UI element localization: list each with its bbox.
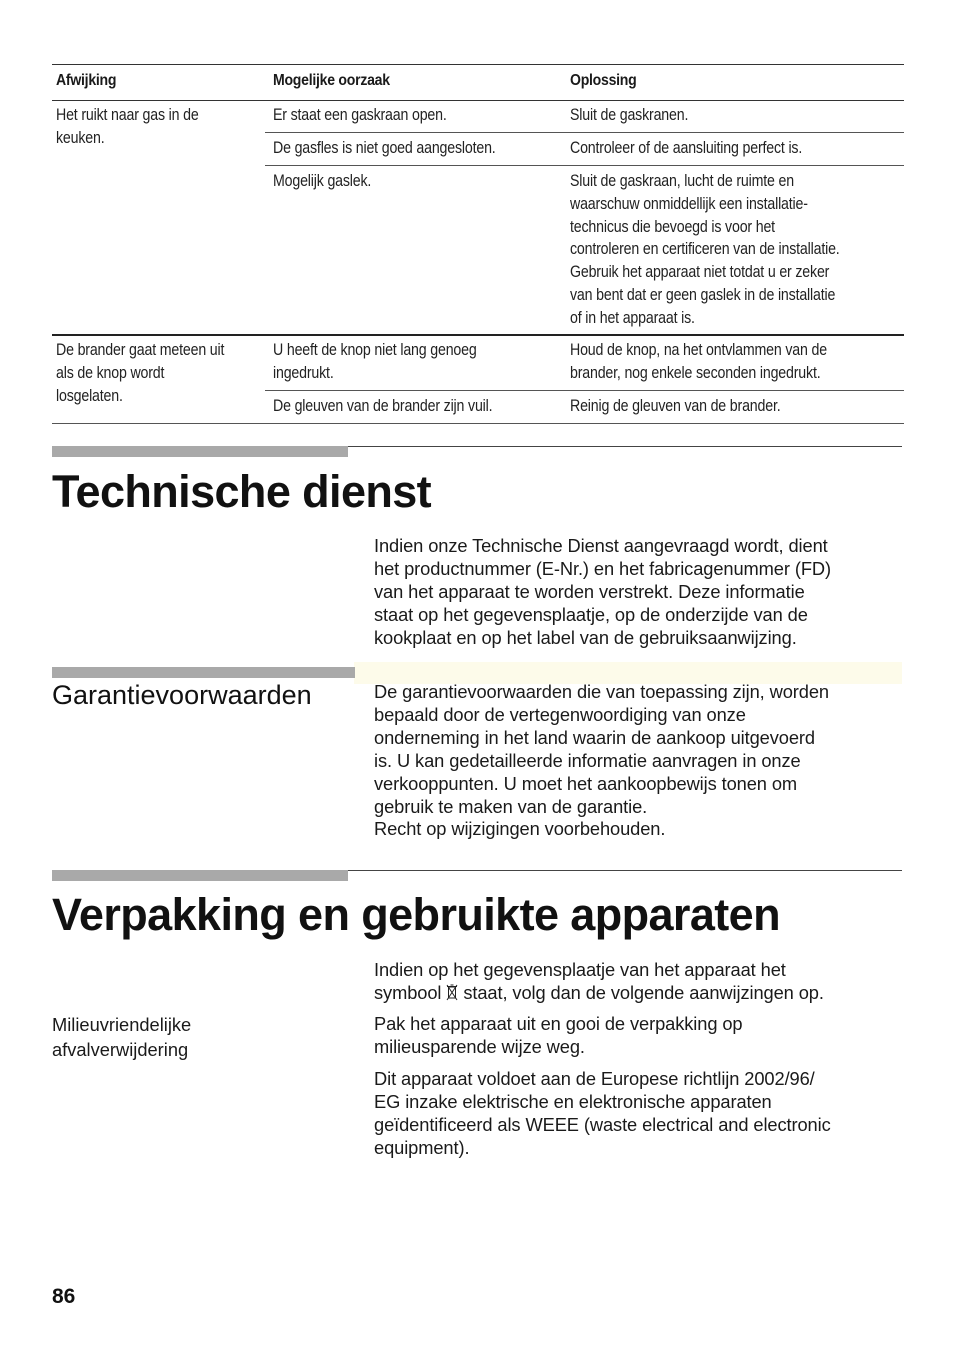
garantie-body: De garantievoorwaarden die van toepassing zijn, worden bepaald door de vertegenwoordiging van onze onderneming in het land waarin de aankoop uitgevoerd is. U kan gedetailleerde informatie aanvragen in onze verkooppunten. U moet het aankoopbewijs tonen om gebruik te maken van de garantie. Recht op wijzigingen voorbehouden. [374, 681, 829, 840]
technische-dienst-body: Indien onze Technische Dienst aangevraagd wordt, dient het productnummer (E-Nr.) en het fabricagenummer (FD) van het apparaat te worden verstrekt. Deze informatie staat op het gegevensplaatje, op de onderzijde van de kookplaat en op het label van de gebruiksaanwijzing. [374, 535, 831, 648]
row-divider [265, 132, 904, 133]
cause-cell: Er staat een gaskraan open. [273, 106, 447, 124]
crossed-bin-icon [446, 983, 458, 1001]
cause-cell: De gleuven van de brander zijn vuil. [273, 397, 493, 415]
row-divider [265, 390, 904, 391]
solution-cell: Sluit de gaskranen. [570, 106, 689, 124]
header-afwijking: Afwijking [56, 72, 117, 89]
subsection-title-garantie: Garantievoorwaarden [52, 680, 312, 710]
section-title-technische-dienst: Technische dienst [52, 466, 432, 517]
solution-cell: Sluit de gaskraan, lucht de ruimte en waarschuw onmiddellijk een installatie- technicus die bevoegd is voor het controleren en certificeren van de installatie. Gebruik het apparaat niet totdat u er zeker van bent dat er geen gaslek in de installatie of in het apparaat is. [570, 172, 840, 327]
cause-cell: De gasfles is niet goed aangesloten. [273, 139, 496, 157]
intro-text-1: Indien op het gegevensplaatje van het apparaat het symbool [374, 959, 786, 1003]
cause-cell: Mogelijk gaslek. [273, 172, 372, 190]
fault-cell: Het ruikt naar gas in de keuken. [56, 106, 199, 147]
row-divider [265, 165, 904, 166]
table-header [52, 64, 904, 101]
group-divider [52, 334, 904, 336]
cause-cell: U heeft de knop niet lang genoeg ingedrukt. [273, 341, 477, 382]
solution-cell: Reinig de gleuven van de brander. [570, 397, 781, 415]
section-rule [348, 446, 902, 447]
table-bottom-border [52, 423, 904, 424]
verpakking-para-2: Dit apparaat voldoet aan de Europese richtlijn 2002/96/ EG inzake elektrische en elektronische apparaten geïdentificeerd als WEEE (waste electrical and electronic equipment). [374, 1068, 831, 1158]
intro-text-2: staat, volg dan de volgende aanwijzingen op. [458, 981, 824, 1003]
section-bar [52, 870, 348, 881]
verpakking-intro [374, 959, 914, 1005]
solution-cell: Controleer of de aansluiting perfect is. [570, 139, 803, 157]
side-label-afvalverwijdering: Milieuvriendelijke afvalverwijdering [52, 1014, 192, 1060]
header-oplossing: Oplossing [570, 72, 637, 89]
section-rule [348, 870, 902, 871]
verpakking-para-1: Pak het apparaat uit en gooi de verpakking op milieusparende wijze weg. [374, 1013, 743, 1057]
section-bar [52, 446, 348, 457]
solution-cell: Houd de knop, na het ontvlammen van de brander, nog enkele seconden ingedrukt. [570, 341, 827, 382]
fault-cell: De brander gaat meteen uit als de knop wordt losgelaten. [56, 341, 225, 405]
page-number: 86 [52, 1285, 76, 1308]
section-title-verpakking: Verpakking en gebruikte apparaten [52, 889, 780, 940]
subsection-bar [52, 667, 355, 678]
header-oorzaak: Mogelijke oorzaak [273, 72, 390, 89]
